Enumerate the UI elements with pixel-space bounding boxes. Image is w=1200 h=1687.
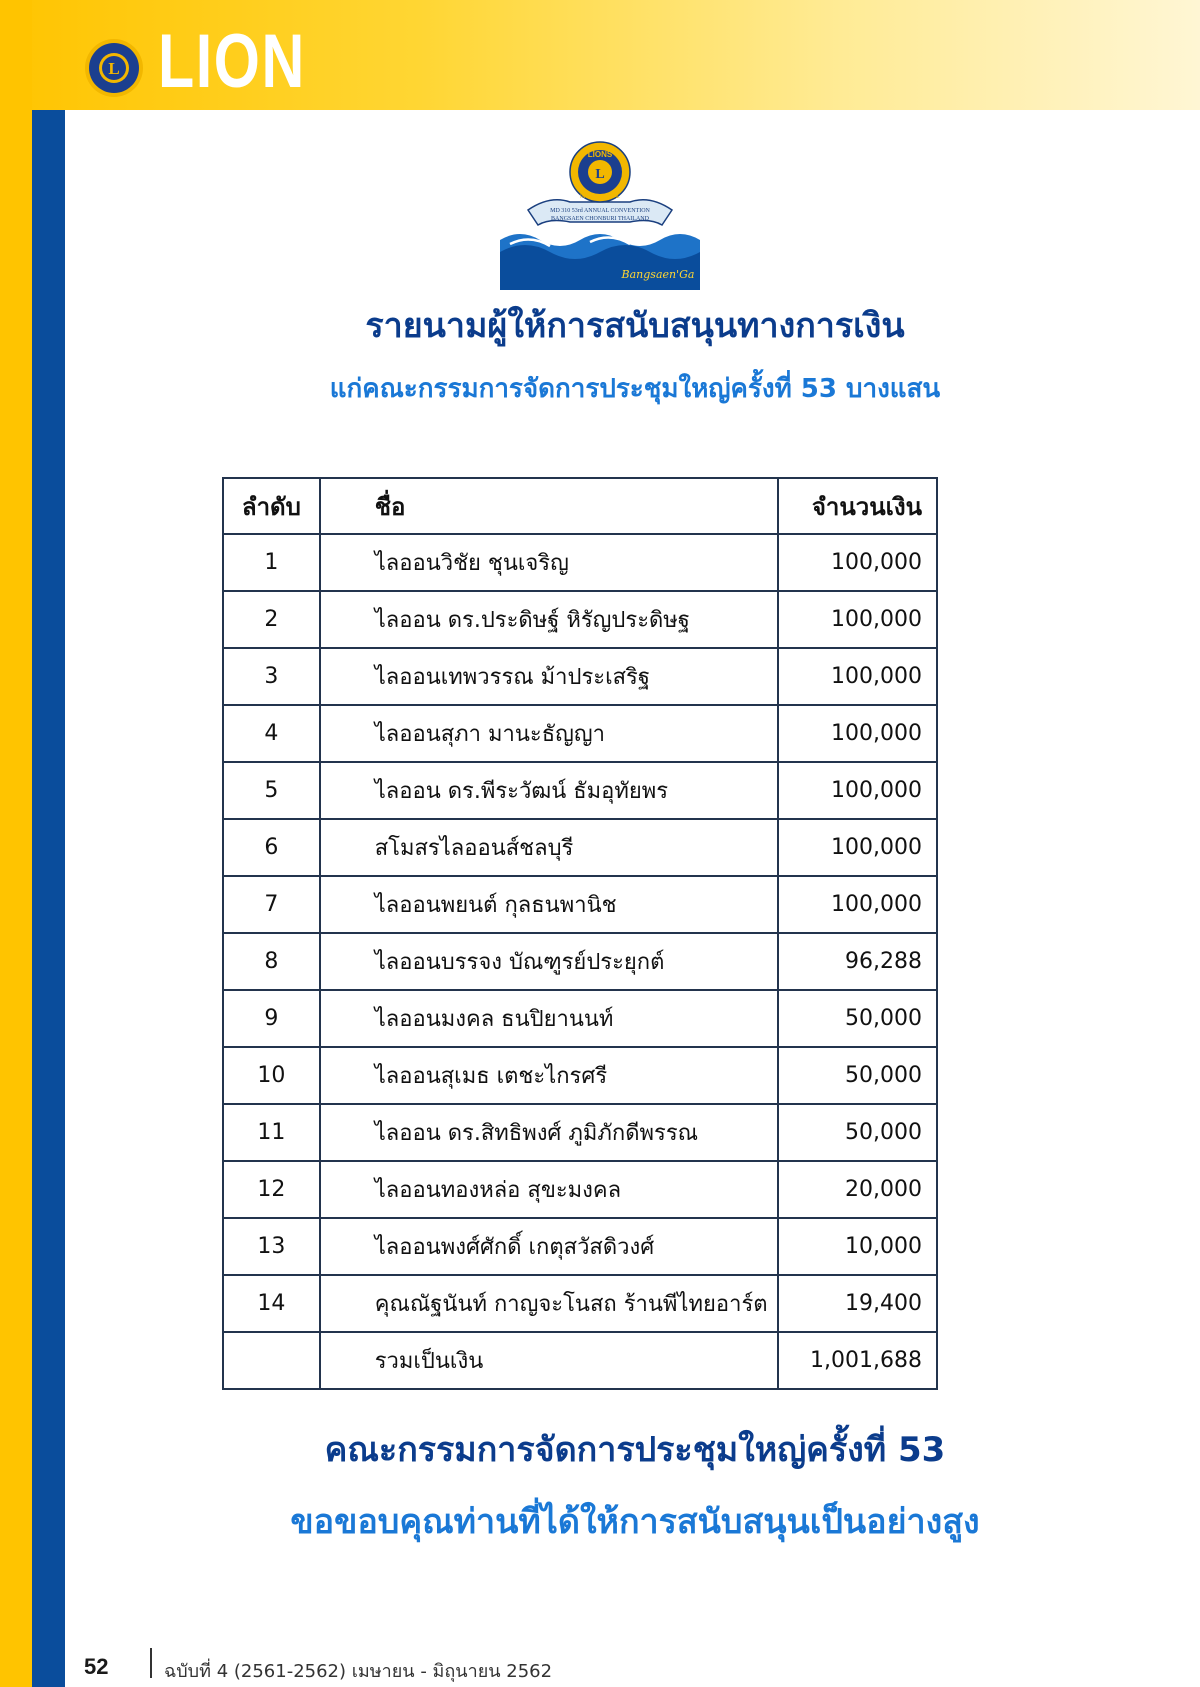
brand-name: LION (158, 19, 306, 104)
cell-amount: 100,000 (778, 648, 937, 705)
cell-name: ไลออนพยนต์ กุลธนพานิช (320, 876, 779, 933)
left-blue-stripe (32, 110, 65, 1687)
cell-amount: 50,000 (778, 1104, 937, 1161)
logo-banner-line2: BANGSAEN CHONBURI THAILAND (551, 216, 649, 222)
thanks-line-1: คณะกรรมการจัดการประชุมใหญ่ครั้งที่ 53 (324, 1430, 946, 1470)
header-amount: จำนวนเงิน (778, 478, 937, 534)
left-yellow-stripe (0, 0, 32, 1687)
cell-name: ไลออน ดร.ประดิษฐ์ หิรัญประดิษฐ (320, 591, 779, 648)
cell-no: 10 (223, 1047, 320, 1104)
footer-divider (150, 1648, 152, 1678)
cell-amount: 19,400 (778, 1275, 937, 1332)
cell-amount: 100,000 (778, 705, 937, 762)
cell-name: ไลออน ดร.พีระวัฒน์ ธัมอุทัยพร (320, 762, 779, 819)
cell-name: ไลออนสุภา มานะธัญญา (320, 705, 779, 762)
table-row (223, 990, 937, 1047)
total-amount: 1,001,688 (778, 1332, 937, 1389)
cell-no: 6 (223, 819, 320, 876)
cell-name: คุณณัฐนันท์ กาญจะโนสถ ร้านพีไทยอาร์ต (320, 1275, 779, 1332)
logo-banner-line1: MD 310 53rd ANNUAL CONVENTION (550, 208, 650, 214)
logo-lions-text: LIONS (587, 150, 613, 159)
table-row (223, 762, 937, 819)
svg-text:L: L (595, 167, 605, 182)
logo-tag: Bangsaen'Ga (621, 268, 695, 281)
table-row (223, 1218, 937, 1275)
cell-amount: 10,000 (778, 1218, 937, 1275)
cell-amount: 96,288 (778, 933, 937, 990)
cell-amount: 50,000 (778, 990, 937, 1047)
table-header-row (223, 478, 937, 534)
table-row (223, 534, 937, 591)
cell-no: 12 (223, 1161, 320, 1218)
cell-no: 11 (223, 1104, 320, 1161)
cell-no: 13 (223, 1218, 320, 1275)
page-number: 52 (84, 1654, 109, 1679)
donor-table (222, 477, 938, 1390)
table-row (223, 648, 937, 705)
cell-no: 2 (223, 591, 320, 648)
cell-no: 3 (223, 648, 320, 705)
cell-no: 14 (223, 1275, 320, 1332)
cell-name: ไลออนสุเมธ เตชะไกรศรี (320, 1047, 779, 1104)
table-row (223, 1047, 937, 1104)
table-row (223, 1104, 937, 1161)
table-row (223, 876, 937, 933)
page-subtitle: แก่คณะกรรมการจัดการประชุมใหญ่ครั้งที่ 53 บางแสน (329, 374, 941, 404)
total-row (223, 1332, 937, 1389)
table-row (223, 1161, 937, 1218)
table-row (223, 591, 937, 648)
cell-name: ไลออนมงคล ธนปิยานนท์ (320, 990, 779, 1047)
cell-no: 7 (223, 876, 320, 933)
cell-amount: 50,000 (778, 1047, 937, 1104)
cell-no: 1 (223, 534, 320, 591)
cell-amount: 100,000 (778, 591, 937, 648)
cell-name: สโมสรไลออนส์ชลบุรี (320, 819, 779, 876)
lions-emblem-icon (84, 38, 144, 98)
cell-no: 9 (223, 990, 320, 1047)
cell-name: ไลออนบรรจง บัณฑูรย์ประยุกต์ (320, 933, 779, 990)
table-row (223, 705, 937, 762)
table-row (223, 933, 937, 990)
table-row (223, 819, 937, 876)
header-name: ชื่อ (320, 478, 779, 534)
logo-international-text: INTERNATIONAL (580, 194, 620, 200)
cell-amount: 100,000 (778, 534, 937, 591)
thanks-line-2: ขอขอบคุณท่านที่ได้ให้การสนับสนุนเป็นอย่างสูง (290, 1502, 980, 1542)
svg-text:L: L (108, 59, 120, 78)
cell-name: ไลออนทองหล่อ สุขะมงคล (320, 1161, 779, 1218)
header-no: ลำดับ (223, 478, 320, 534)
cell-name: ไลออนวิชัย ชุนเจริญ (320, 534, 779, 591)
total-no-cell (223, 1332, 320, 1389)
cell-name: ไลออนเทพวรรณ ม้าประเสริฐ (320, 648, 779, 705)
cell-no: 5 (223, 762, 320, 819)
cell-amount: 100,000 (778, 762, 937, 819)
cell-name: ไลออน ดร.สิทธิพงศ์ ภูมิภักดีพรรณ (320, 1104, 779, 1161)
cell-amount: 20,000 (778, 1161, 937, 1218)
convention-logo (500, 140, 700, 290)
issue-info: ฉบับที่ 4 (2561-2562) เมษายน - มิถุนายน 2562 (164, 1661, 553, 1682)
cell-name: ไลออนพงศ์ศักดิ์ เกตุสวัสดิวงศ์ (320, 1218, 779, 1275)
page-title: รายนามผู้ให้การสนับสนุนทางการเงิน (365, 306, 905, 346)
table-row (223, 1275, 937, 1332)
cell-amount: 100,000 (778, 876, 937, 933)
cell-no: 4 (223, 705, 320, 762)
cell-no: 8 (223, 933, 320, 990)
total-label: รวมเป็นเงิน (320, 1332, 779, 1389)
cell-amount: 100,000 (778, 819, 937, 876)
